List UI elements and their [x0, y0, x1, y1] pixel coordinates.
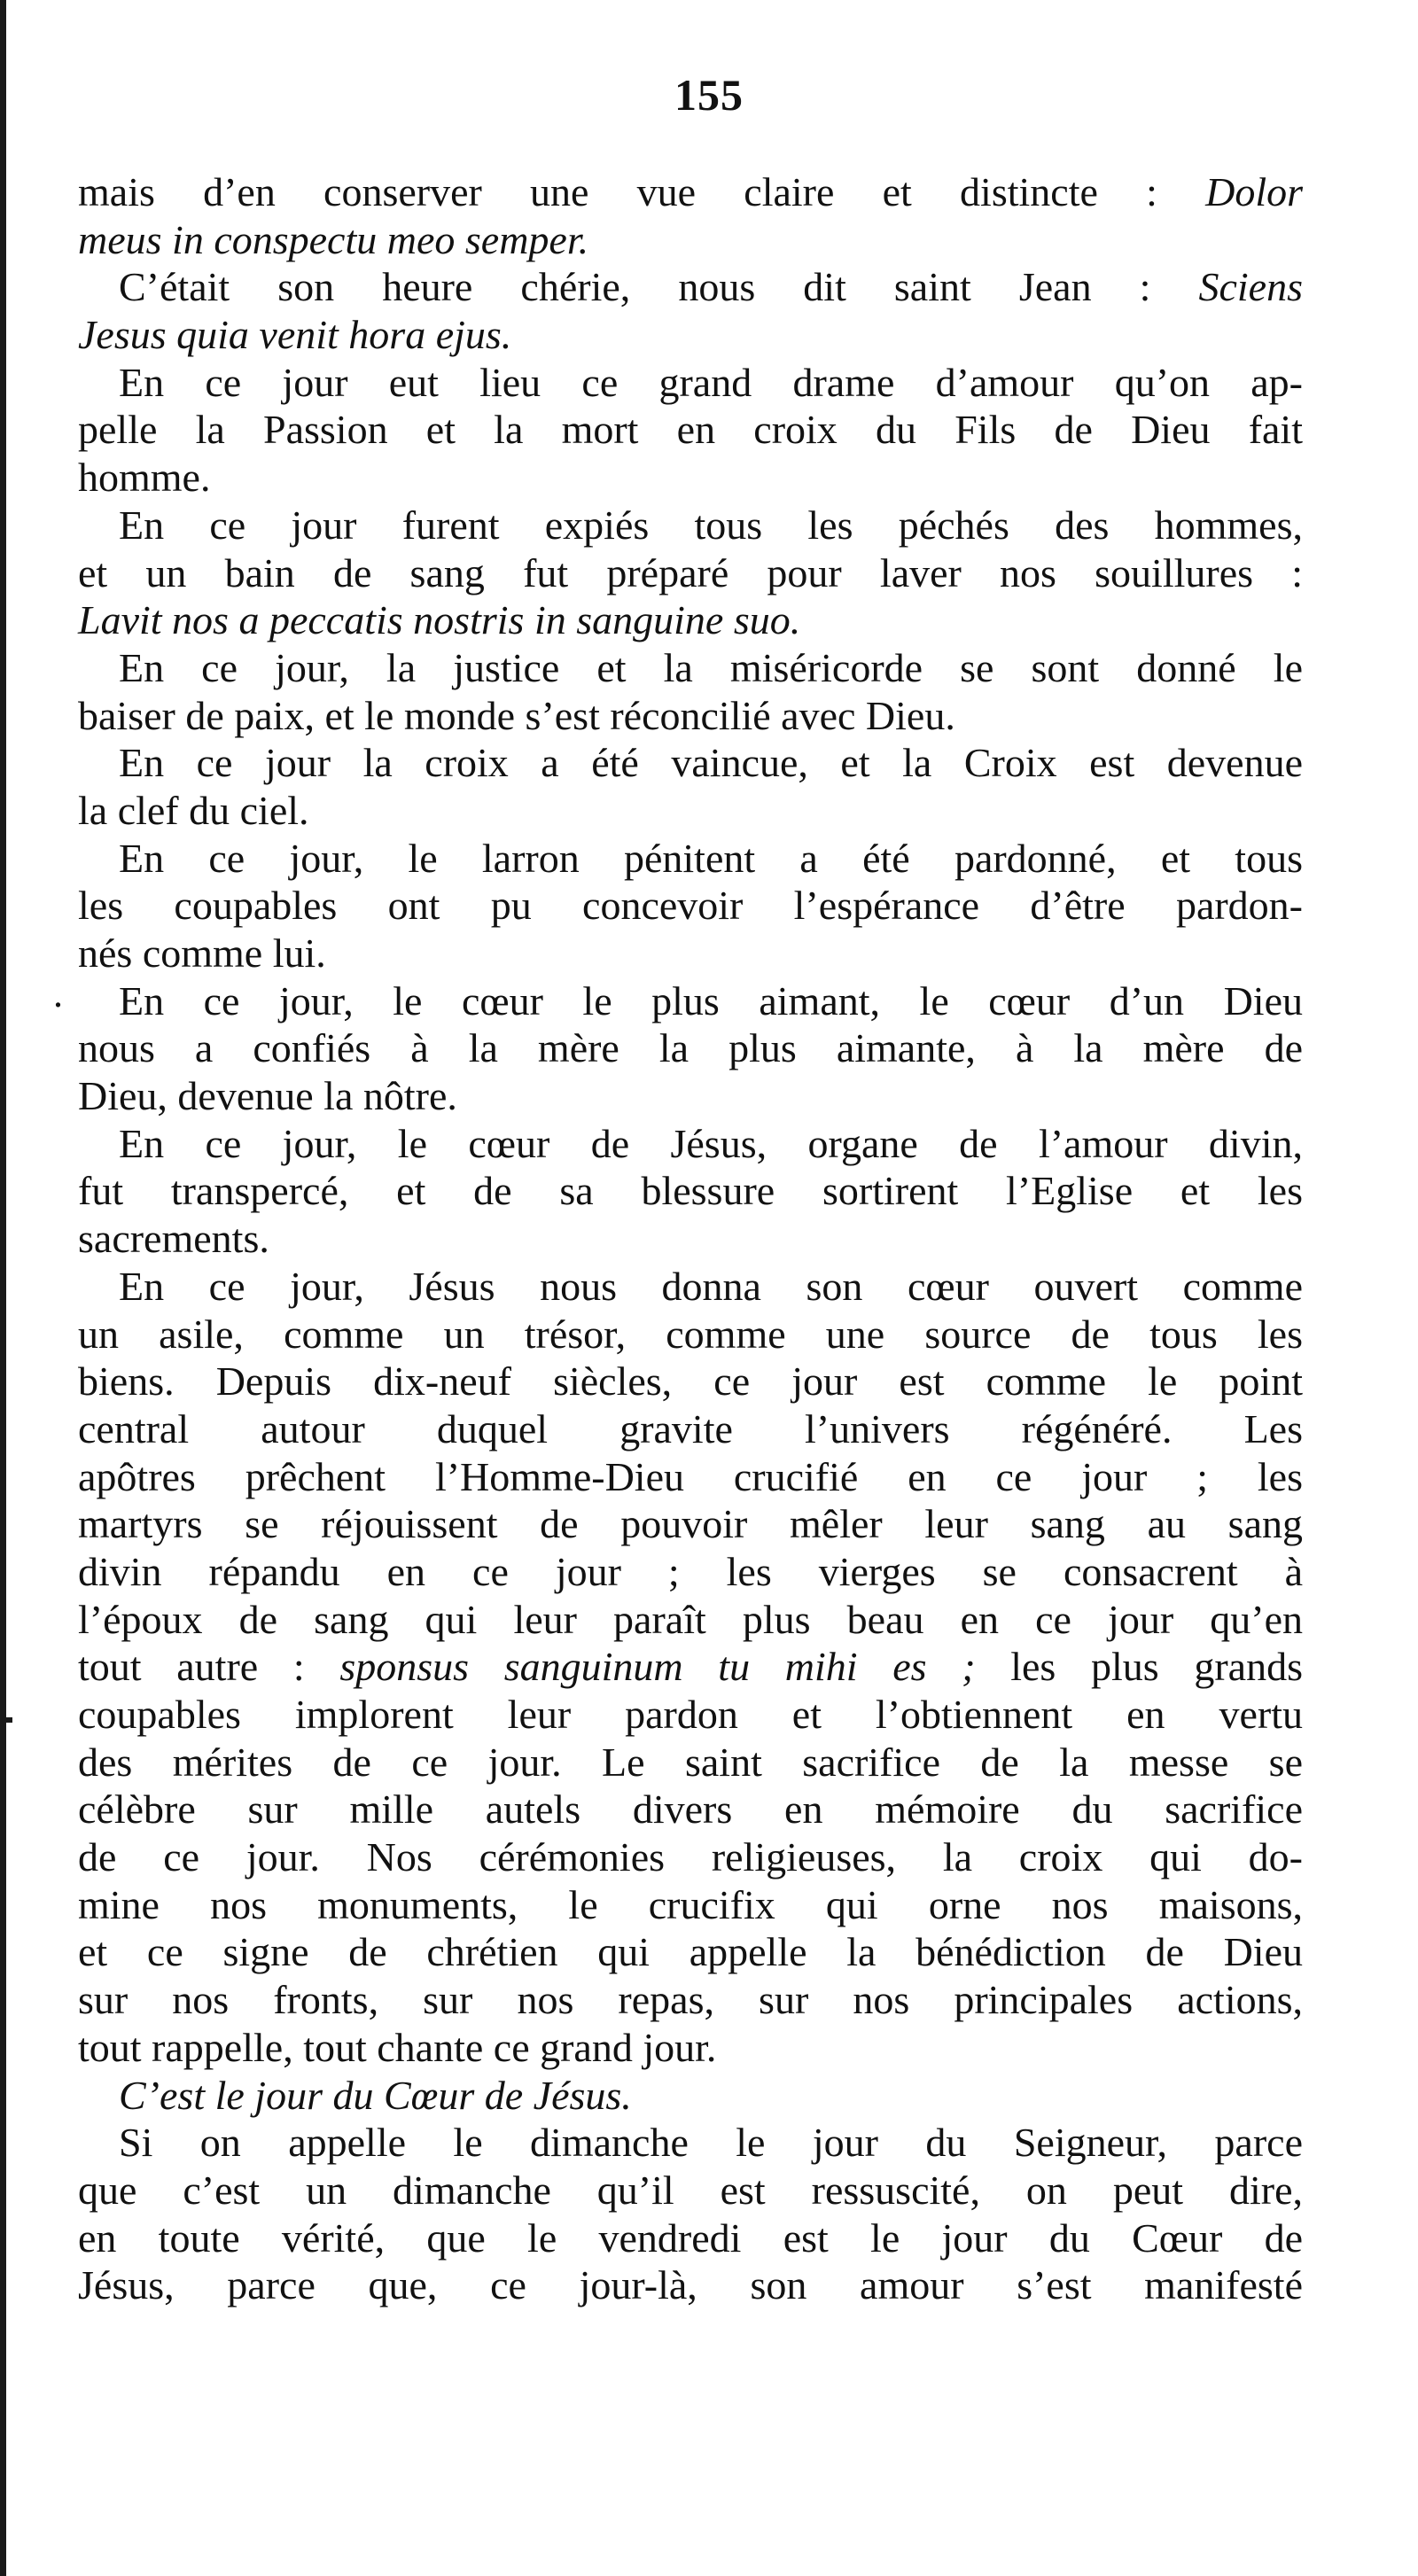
text-segment: Dieu, devenue la nôtre. [78, 1073, 457, 1119]
text-line [78, 1072, 1303, 1120]
text-line [78, 1167, 1303, 1215]
text-line [78, 2167, 1303, 2214]
text-line [78, 1739, 1303, 1786]
text-segment: les plus grands [975, 1644, 1304, 1690]
text-segment: mine nos monuments, le crucifix qui orne nos maisons, [78, 1881, 1303, 1927]
text-line [78, 1500, 1303, 1548]
text-line [78, 2261, 1303, 2309]
text-line [78, 1833, 1303, 1881]
text-line [78, 359, 1303, 407]
text-segment: biens. Depuis dix-neuf siècles, ce jour est comme le point [78, 1358, 1303, 1405]
text-segment: C’était son heure chérie, nous dit saint Jean : [119, 264, 1199, 310]
text-segment: que c’est un dimanche qu’il est ressuscité, on peut dire, [78, 2167, 1303, 2213]
text-segment: pelle la Passion et la mort en croix du Fils de Dieu fait [78, 407, 1303, 453]
text-line [78, 2119, 1303, 2167]
italic-text-segment: sponsus sanguinum tu mihi es ; [339, 1644, 976, 1690]
italic-text-segment: Jesus quia venit hora ejus. [78, 312, 512, 358]
text-segment: baiser de paix, et le monde s’est réconcilié avec Dieu. [78, 692, 955, 738]
text-line [78, 1881, 1303, 1929]
text-line [78, 1643, 1303, 1691]
italic-text-segment: Sciens [1198, 264, 1303, 310]
text-line [78, 1405, 1303, 1453]
text-line [78, 692, 1303, 740]
text-line [78, 1691, 1303, 1739]
text-segment: En ce jour furent expiés tous les péchés des hommes, [119, 502, 1303, 548]
text-line [78, 168, 1303, 216]
text-line [78, 835, 1303, 883]
text-segment: tout rappelle, tout chante ce grand jour. [78, 2024, 717, 2070]
text-segment: nous a confiés à la mère la plus aimante, à la mère de [78, 1025, 1303, 1071]
text-line [78, 502, 1303, 549]
text-segment: un asile, comme un trésor, comme une source de tous les [78, 1311, 1303, 1357]
text-line [78, 263, 1303, 311]
text-line [78, 1928, 1303, 1976]
text-segment: En ce jour, le cœur de Jésus, organe de l’amour divin, [119, 1120, 1303, 1166]
text-segment: Jésus, parce que, ce jour-là, son amour s’est manifesté [78, 2262, 1303, 2308]
text-line [78, 1263, 1303, 1311]
text-segment: de ce jour. Nos cérémonies religieuses, la croix qui do- [78, 1834, 1303, 1880]
text-segment: En ce jour eut lieu ce grand drame d’amour qu’on ap- [119, 359, 1303, 405]
text-line [78, 311, 1303, 359]
text-segment: en toute vérité, que le vendredi est le jour du Cœur de [78, 2214, 1303, 2261]
text-segment: fut transpercé, et de sa blessure sortirent l’Eglise et les [78, 1168, 1303, 1214]
text-line [78, 1976, 1303, 2024]
text-line [78, 882, 1303, 930]
text-line [78, 1215, 1303, 1263]
text-segment: célèbre sur mille autels divers en mémoire du sacrifice [78, 1786, 1303, 1833]
text-line [78, 216, 1303, 264]
text-segment: central autour duquel gravite l’univers régénéré. Les [78, 1405, 1303, 1451]
text-segment: sacrements. [78, 1216, 269, 1262]
text-segment: la clef du ciel. [78, 787, 309, 833]
text-line [78, 1453, 1303, 1501]
text-segment: nés comme lui. [78, 930, 326, 976]
text-segment: En ce jour, Jésus nous donna son cœur ouvert comme [119, 1263, 1303, 1309]
text-segment: et un bain de sang fut préparé pour laver nos souillures : [78, 549, 1303, 595]
text-segment: En ce jour, la justice et la miséricorde se sont donné le [119, 644, 1303, 690]
text-line [78, 1548, 1303, 1596]
text-segment: mais d’en conserver une vue claire et distincte : [78, 169, 1206, 214]
italic-text-segment: meus in conspectu meo semper. [78, 216, 589, 262]
text-line [78, 1596, 1303, 1644]
text-line [78, 930, 1303, 977]
text-segment: En ce jour, le larron pénitent a été pardonné, et tous [119, 835, 1303, 881]
text-segment: Si on appelle le dimanche le jour du Seigneur, parce [119, 2120, 1303, 2166]
page-body-text [78, 168, 1303, 2309]
text-segment: l’époux de sang qui leur paraît plus beau en ce jour qu’en [78, 1596, 1303, 1642]
text-line [78, 787, 1303, 835]
text-segment: homme. [78, 455, 211, 501]
italic-text-segment: Dolor [1205, 169, 1303, 214]
text-line [78, 406, 1303, 454]
text-line [78, 1024, 1303, 1072]
text-segment: martyrs se réjouissent de pouvoir mêler leur sang au sang [78, 1501, 1303, 1547]
text-line [78, 1311, 1303, 1358]
text-line [78, 454, 1303, 502]
page-edge-mark [0, 1717, 12, 1723]
text-line [78, 549, 1303, 597]
text-segment: des mérites de ce jour. Le saint sacrifice de la messe se [78, 1739, 1303, 1785]
text-line [78, 1786, 1303, 1833]
text-segment: apôtres prêchent l’Homme-Dieu crucifié en ce jour ; les [78, 1453, 1303, 1499]
italic-text-segment: Lavit nos a peccatis nostris in sanguine suo. [78, 597, 801, 643]
text-line [78, 1358, 1303, 1405]
text-segment: coupables implorent leur pardon et l’obtiennent en vertu [78, 1692, 1303, 1737]
text-line [78, 644, 1303, 692]
text-line [78, 739, 1303, 787]
text-segment: sur nos fronts, sur nos repas, sur nos principales actions, [78, 1977, 1303, 2023]
text-line [78, 2072, 1303, 2120]
text-segment: tout autre : [78, 1644, 340, 1690]
text-segment: et ce signe de chrétien qui appelle la bénédiction de Dieu [78, 1929, 1303, 1975]
text-segment: divin répandu en ce jour ; les vierges se consacrent à [78, 1548, 1303, 1594]
print-speck: . [53, 972, 63, 1016]
italic-text-segment: C’est le jour du Cœur de Jésus. [119, 2072, 632, 2118]
text-segment: En ce jour la croix a été vaincue, et la Croix est devenue [119, 740, 1303, 786]
page-number: 155 [674, 70, 744, 120]
text-line [78, 977, 1303, 1025]
text-segment: les coupables ont pu concevoir l’espérance d’être pardon- [78, 883, 1303, 929]
text-segment: En ce jour, le cœur le plus aimant, le cœur d’un Dieu [119, 977, 1303, 1023]
text-line [78, 596, 1303, 644]
page-edge-shadow [0, 0, 6, 2576]
text-line [78, 2214, 1303, 2262]
text-line [78, 1120, 1303, 1168]
text-line [78, 2024, 1303, 2072]
